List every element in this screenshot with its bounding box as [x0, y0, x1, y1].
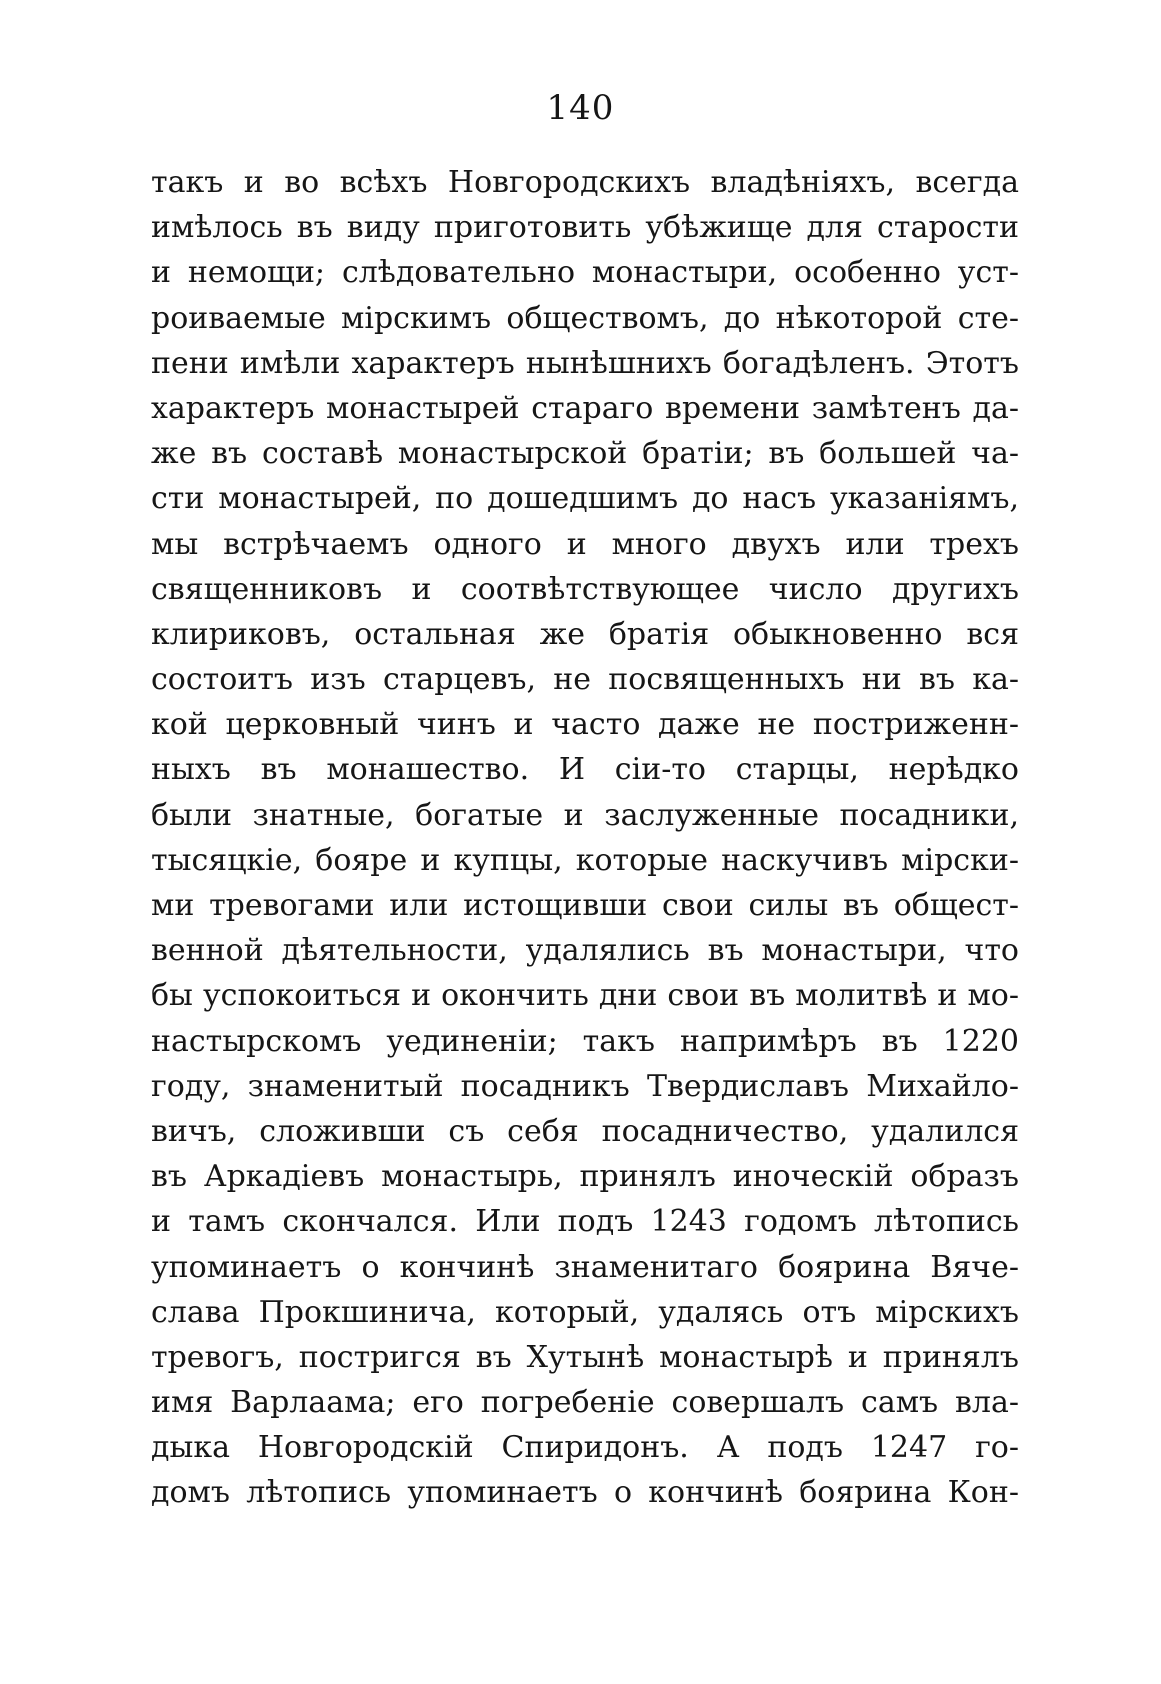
text-line: же въ составѣ монастырской братіи; въ большей ча-: [151, 436, 1019, 472]
text-line: священниковъ и соотвѣтствующее число другихъ: [151, 571, 1019, 607]
text-line: бы успокоиться и окончить дни свои въ молитвѣ и мо-: [151, 978, 1019, 1014]
text-line: клириковъ, остальная же братія обыкновенно вся: [151, 616, 1019, 652]
text-line: домъ лѣтопись упоминаетъ о кончинѣ боярина Кон-: [151, 1475, 1019, 1511]
text-line: сти монастырей, по дошедшимъ до насъ указаніямъ,: [151, 481, 1019, 517]
text-line: венной дѣятельности, удалялись въ монастыри, что: [151, 933, 1019, 969]
text-line: ми тревогами или истощивши свои силы въ общест-: [151, 888, 1019, 923]
text-line: такъ и во всѣхъ Новгородскихъ владѣніяхъ, всегда: [151, 165, 1019, 200]
text-line: характеръ монастырей стараго времени замѣтенъ да-: [151, 390, 1019, 426]
text-line: и немощи; слѣдовательно монастыри, особенно уст-: [151, 255, 1019, 291]
text-line: вичъ, сложивши съ себя посадничество, удалился: [151, 1113, 1019, 1149]
text-line: въ Аркадіевъ монастырь, принялъ иноческій образъ: [151, 1159, 1019, 1195]
body-text: [151, 160, 1019, 1516]
text-line: упоминаетъ о кончинѣ знаменитаго боярина Вяче-: [151, 1249, 1019, 1285]
text-line: состоитъ изъ старцевъ, не посвященныхъ ни въ ка-: [151, 662, 1019, 698]
text-line: тревогъ, постригся въ Хутынѣ монастырѣ и принялъ: [151, 1339, 1019, 1375]
text-line: тысяцкіе, бояре и купцы, которые наскучивъ мірски-: [151, 842, 1019, 878]
text-line: и тамъ скончался. Или подъ 1243 годомъ лѣтопись: [151, 1204, 1019, 1240]
text-line: году, знаменитый посадникъ Твердиславъ Михайло-: [151, 1068, 1019, 1104]
text-line: были знатные, богатые и заслуженные посадники,: [151, 797, 1019, 833]
text-line: слава Прокшинича, который, удалясь отъ мірскихъ: [151, 1294, 1019, 1330]
text-line: настырскомъ уединеніи; такъ напримѣръ въ 1220: [151, 1023, 1019, 1059]
page-number: 140: [546, 88, 615, 128]
text-line: пени имѣли характеръ нынѣшнихъ богадѣленъ. Этотъ: [151, 345, 1019, 381]
text-line: ныхъ въ монашество. И сіи-то старцы, нерѣдко: [151, 752, 1019, 788]
text-line: имя Варлаама; его погребеніе совершалъ самъ вла-: [151, 1385, 1019, 1421]
text-line: имѣлось въ виду приготовить убѣжище для старости: [151, 210, 1019, 246]
text-line: мы встрѣчаемъ одного и много двухъ или трехъ: [151, 526, 1019, 562]
text-line: дыка Новгородскій Спиридонъ. А подъ 1247 го-: [151, 1430, 1019, 1466]
text-line: роиваемые мірскимъ обществомъ, до нѣкоторой сте-: [151, 300, 1019, 336]
text-line: кой церковный чинъ и часто даже не постриженн-: [151, 707, 1019, 743]
